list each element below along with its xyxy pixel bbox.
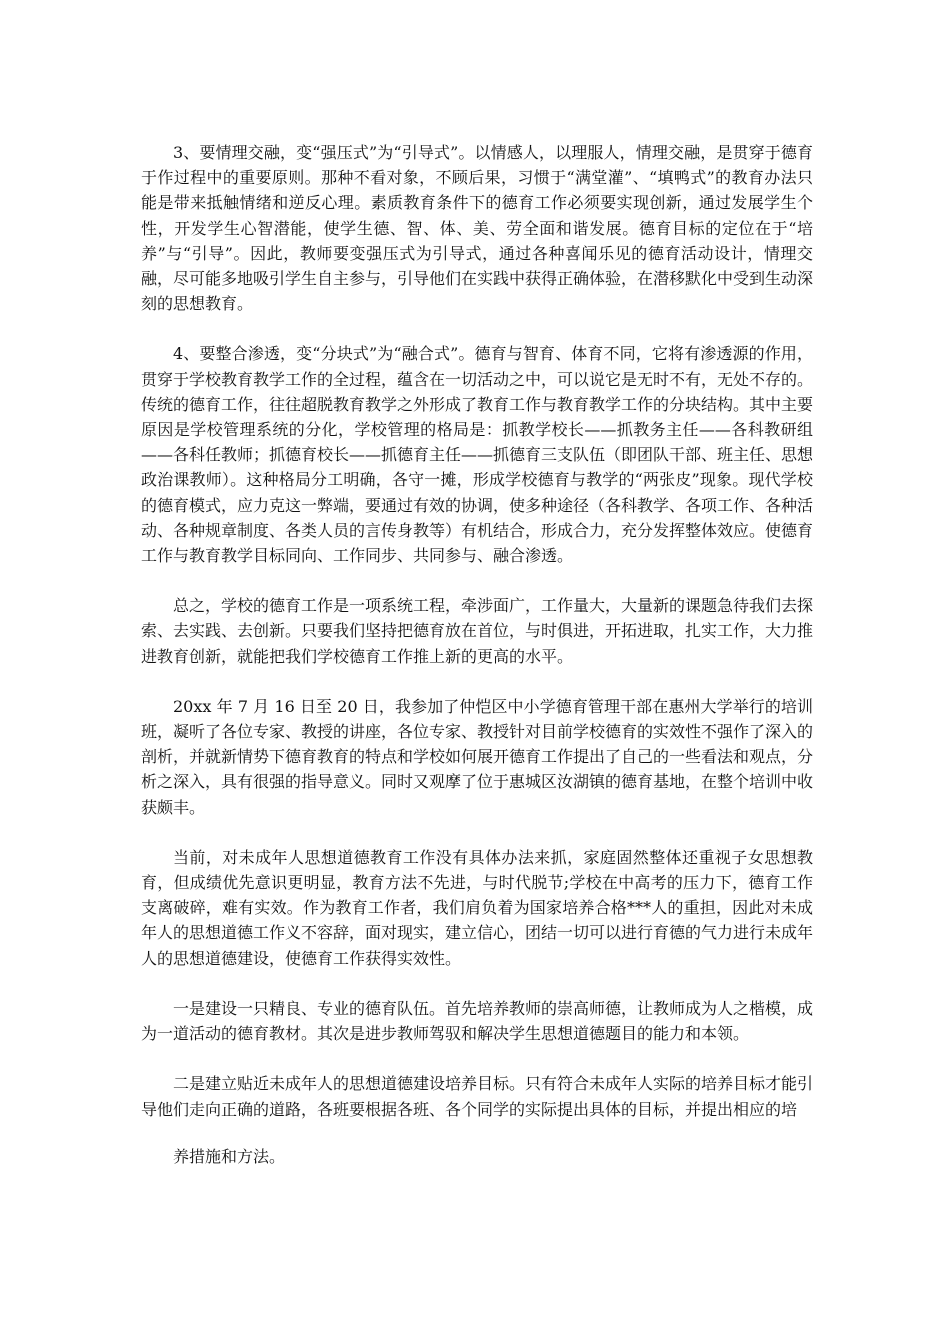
- paragraph-current-situation: 当前，对未成年人思想道德教育工作没有具体办法来抓，家庭固然整体还重视子女思想教育，但成绩优先意识更明显，教育方法不先进，与时代脱节;学校在中高考的压力下，德育工作支离破碎，难有实效。作为教育工作者，我们肩负着为国家培养合格***人的重担，因此对未成年人的思想道德工作义不容辞，面对现实，建立信心，团结一切可以进行育德的气力进行未成年人的思想道德建设，使德育工作获得实效性。: [141, 847, 814, 968]
- paragraph-training: 20xx 年 7 月 16 日至 20 日，我参加了仲恺区中小学德育管理干部在惠州大学举行的培训班，凝听了各位专家、教授的讲座，各位专家、教授针对目前学校德育的实效性不强作了深入的剖析，并就新情势下德育教育的特点和学校如何展开德育工作提出了自己的一些看法和观点，分析之深入，具有很强的指导意义。同时又观摩了位于惠城区汝湖镇的德育基地，在整个培训中收获颇丰。: [141, 696, 814, 817]
- document-body: [141, 140, 813, 1194]
- paragraph-item-one: 一是建设一只精良、专业的德育队伍。首先培养教师的崇高师德，让教师成为人之楷模，成为一道活动的德育教材。其次是进步教师驾驭和解决学生思想道德题目的能力和本领。: [141, 998, 814, 1044]
- paragraph-point-4: 4、要整合渗透，变“分块式”为“融合式”。德育与智育、体育不同，它将有渗透源的作用，贯穿于学校教育教学工作的全过程，蕴含在一切活动之中，可以说它是无时不有，无处不存的。传统的德育工作，往往超脱教育教学之外形成了教育工作与教育教学工作的分块结构。其中主要原因是学校管理系统的分化，学校管理的格局是：抓教学校长——抓教务主任——各科教研组——各科任教师；抓德育校长——抓德育主任——抓德育三支队伍（即团队干部、班主任、思想政治课教师）。这种格局分工明确，各守一摊，形成学校德育与教学的“两张皮”现象。现代学校的德育模式，应力克这一弊端，要通过有效的协调，使多种途径（各科教学、各项工作、各种活动、各种规章制度、各类人员的言传身教等）有机结合，形成合力，充分发挥整体效应。使德育工作与教育教学目标同向、工作同步、共同参与、融合渗透。: [141, 344, 814, 566]
- paragraph-item-two: 二是建立贴近未成年人的思想道德建设培养目标。只有符合未成年人实际的培养目标才能引导他们走向正确的道路，各班要根据各班、各个同学的实际提出具体的目标，并提出相应的培: [141, 1074, 814, 1119]
- paragraph-continuation: 养措施和方法。: [173, 1146, 286, 1166]
- paragraph-summary: 总之，学校的德育工作是一项系统工程，牵涉面广，工作量大，大量新的课题急待我们去探索、去实践、去创新。只要我们坚持把德育放在首位，与时俱进，开拓进取，扎实工作，大力推进教育创新，就能把我们学校德育工作推上新的更高的水平。: [141, 596, 814, 666]
- paragraph-point-3: 3、要情理交融，变“强压式”为“引导式”。以情感人，以理服人，情理交融，是贯穿于德育于作过程中的重要原则。那种不看对象，不顾后果，习惯于“满堂灌”、“填鸭式”的教育办法只能是带来抵触情绪和逆反心理。素质教育条件下的德育工作必须要实现创新，通过发展学生个性，开发学生心智潜能，使学生德、智、体、美、劳全面和谐发展。德育目标的定位在于“培养”与“引导”。因此，教师要变强压式为引导式，通过各种喜闻乐见的德育活动设计，情理交融，尽可能多地吸引学生自主参与，引导他们在实践中获得正确体验，在潜移默化中受到生动深刻的思想教育。: [141, 143, 814, 314]
